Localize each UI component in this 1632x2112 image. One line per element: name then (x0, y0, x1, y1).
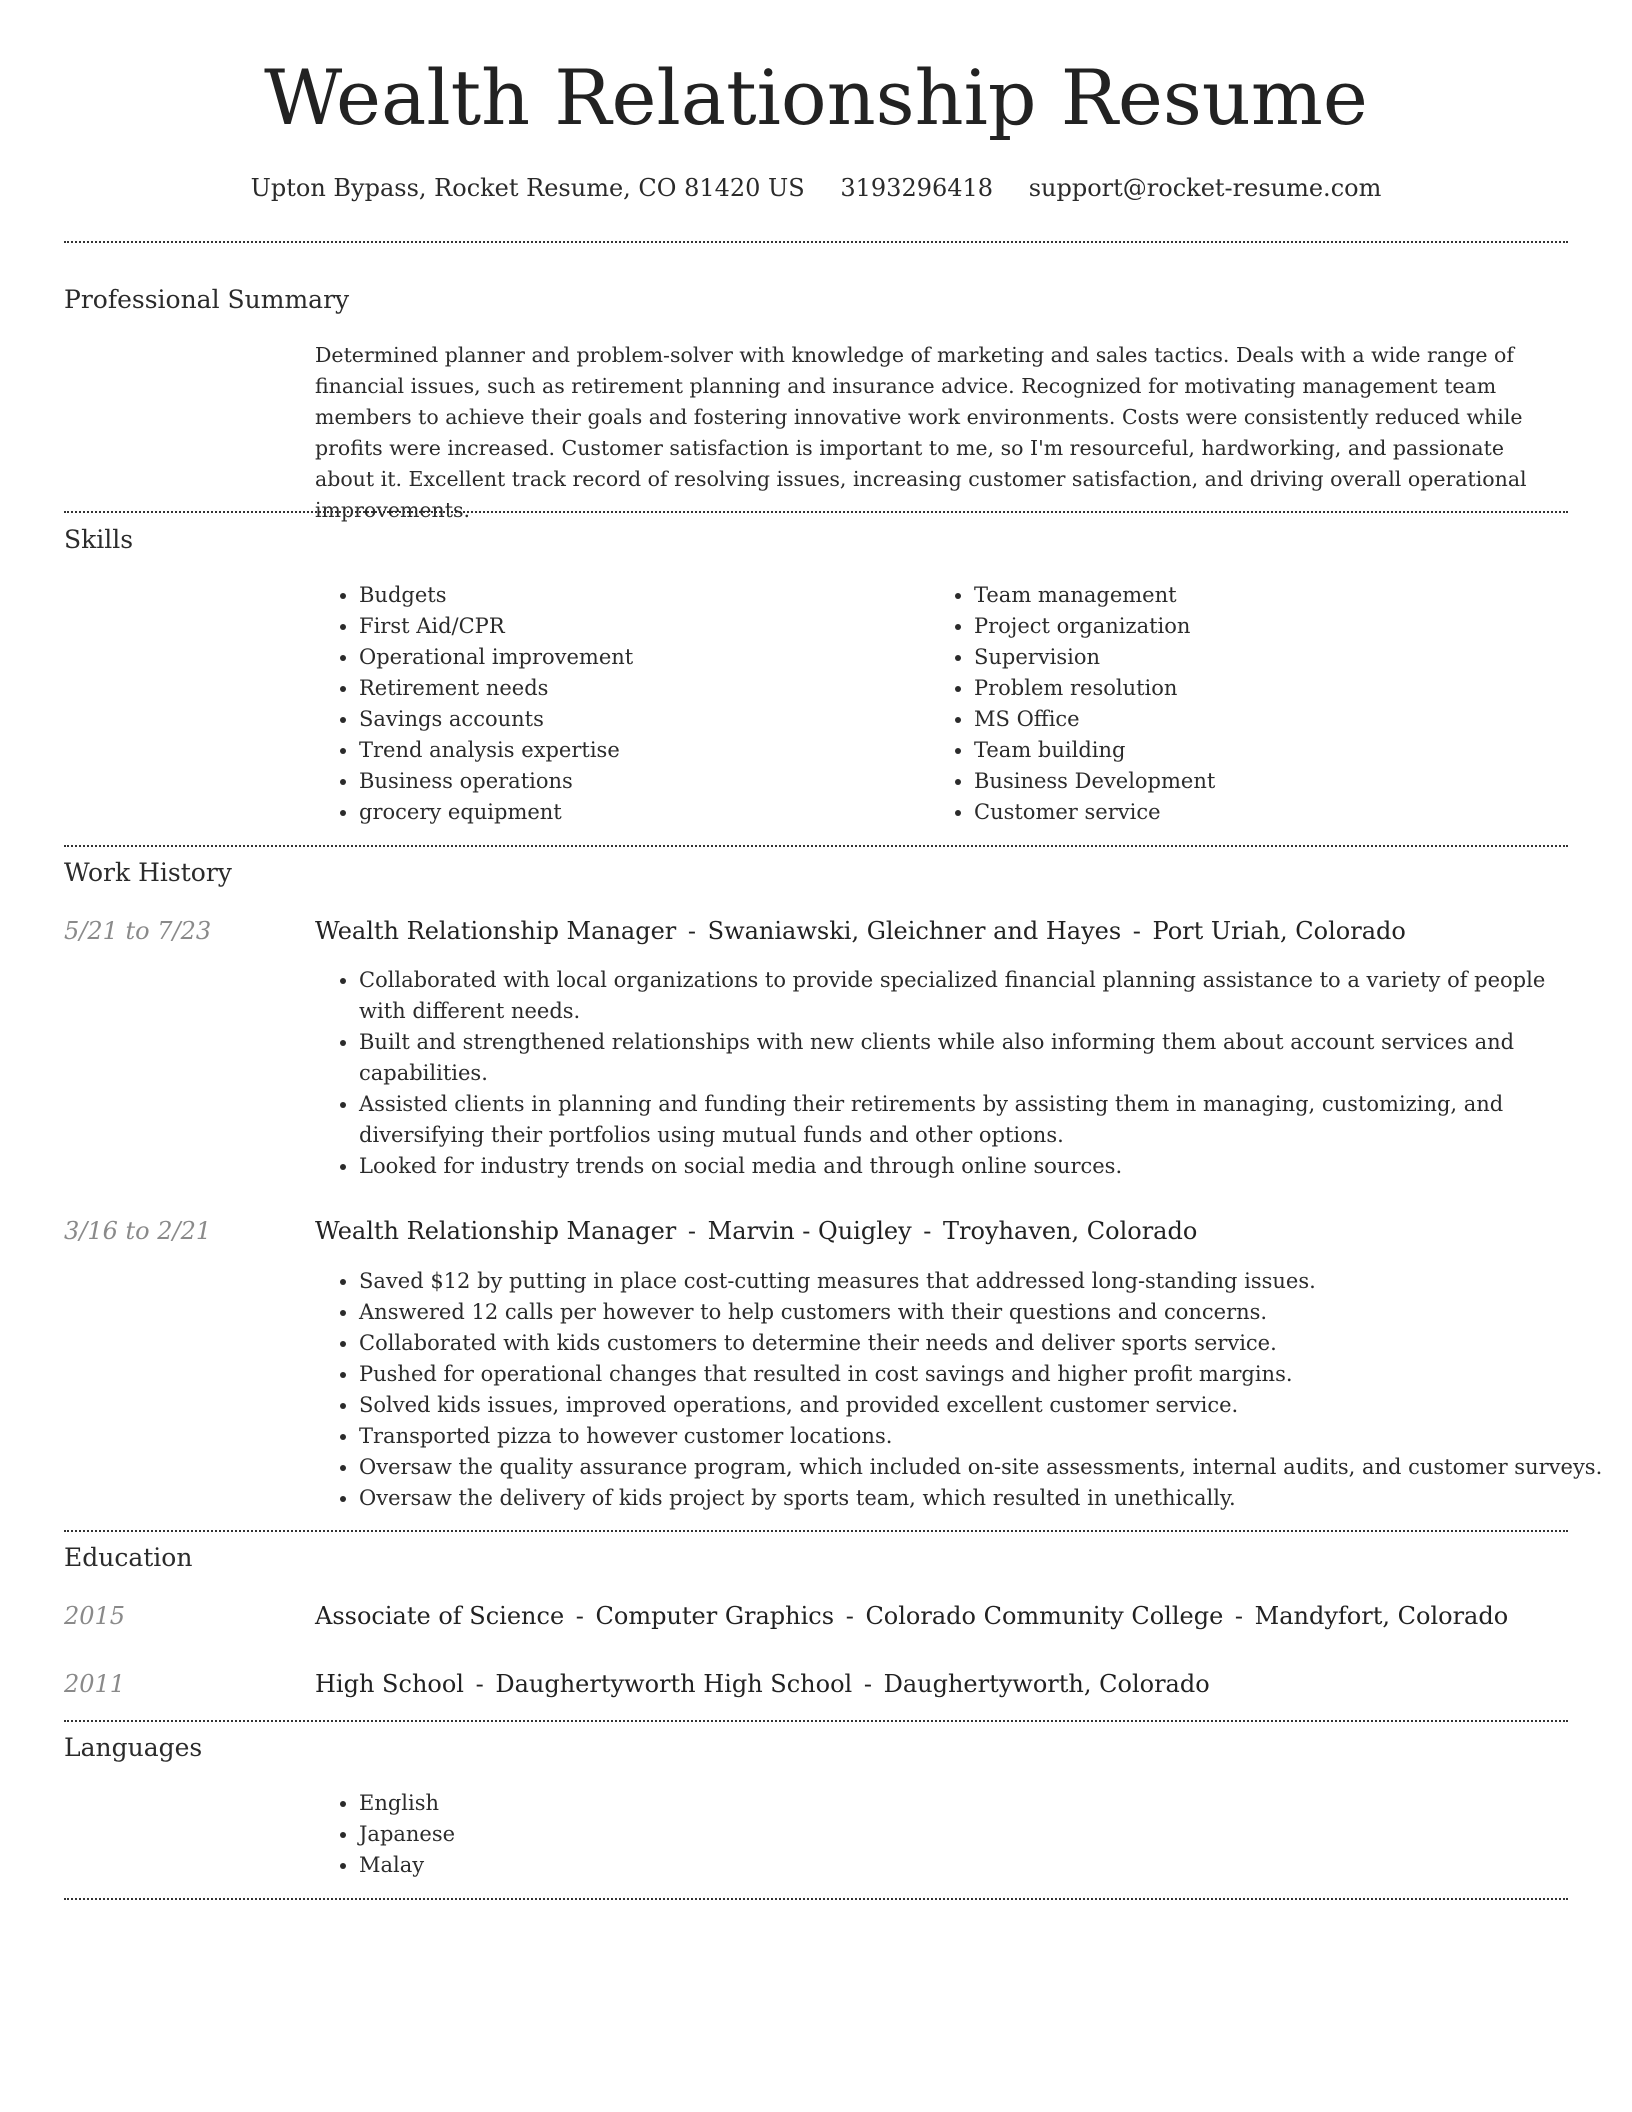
divider (64, 1898, 1568, 1900)
language-item: • English (359, 1788, 959, 1819)
job-bullet: • Pushed for operational changes that resulted in cost savings and higher profit margins. (359, 1359, 1612, 1390)
divider (64, 511, 1568, 513)
education-school: Colorado Community College (865, 1602, 1224, 1630)
page-title: Wealth Relationship Resume (264, 53, 1368, 142)
job-bullet: • Transported pizza to however customer locations. (359, 1421, 1612, 1452)
job-location: Port Uriah, Colorado (1152, 917, 1406, 945)
education-location: Mandyfort, Colorado (1254, 1602, 1509, 1630)
job-title: Wealth Relationship Manager (315, 1217, 677, 1245)
divider (64, 1530, 1568, 1532)
divider (64, 1720, 1568, 1722)
skill-item: • Budgets (359, 580, 919, 611)
education-field: Computer Graphics (595, 1602, 835, 1630)
skill-item: • Team building (974, 735, 1574, 766)
job-dates: 3/16 to 2/21 (64, 1217, 212, 1245)
job-company: Swaniawski, Gleichner and Hayes (707, 917, 1122, 945)
job-bullet: • Oversaw the quality assurance program, which included on-site assessments, internal audits, and customer surveys. (359, 1452, 1612, 1483)
section-heading-work: Work History (64, 858, 232, 887)
skill-item: • Savings accounts (359, 704, 919, 735)
skill-item: • Retirement needs (359, 673, 919, 704)
contact-email: support@rocket-resume.com (1028, 174, 1382, 202)
skill-item: • Business Development (974, 766, 1574, 797)
skill-item: • Operational improvement (359, 642, 919, 673)
skills-list-right (930, 580, 1574, 828)
job-bullet: • Built and strengthened relationships with new clients while also informing them about account services and capabilities. (359, 1027, 1568, 1089)
skills-list-left (315, 580, 919, 828)
skill-item: • MS Office (974, 704, 1574, 735)
job-bullet: • Looked for industry trends on social media and through online sources. (359, 1151, 1568, 1182)
job-location: Troyhaven, Colorado (943, 1217, 1198, 1245)
education-heading: High School - Daughertyworth High School - Daughertyworth, Colorado (315, 1670, 1210, 1698)
divider (64, 241, 1568, 243)
job-dates: 5/21 to 7/23 (64, 917, 212, 945)
job-heading: Wealth Relationship Manager - Marvin - Quigley - Troyhaven, Colorado (315, 1217, 1198, 1245)
job-bullet: • Oversaw the delivery of kids project by sports team, which resulted in unethically. (359, 1483, 1612, 1514)
skill-item: • Trend analysis expertise (359, 735, 919, 766)
skill-item: • grocery equipment (359, 797, 919, 828)
education-year: 2015 (64, 1602, 126, 1630)
education-heading: Associate of Science - Computer Graphics - Colorado Community College - Mandyfort, Colorado (315, 1602, 1509, 1630)
contact-phone: 3193296418 (840, 174, 994, 202)
job-bullet: • Collaborated with local organizations to provide specialized financial planning assistance to a variety of people with different needs. (359, 965, 1568, 1027)
section-heading-education: Education (64, 1543, 193, 1572)
skill-item: • Customer service (974, 797, 1574, 828)
education-location: Daughertyworth, Colorado (883, 1670, 1210, 1698)
skill-item: • Supervision (974, 642, 1574, 673)
education-degree: Associate of Science (315, 1602, 565, 1630)
job-bullet: • Solved kids issues, improved operations, and provided excellent customer service. (359, 1390, 1612, 1421)
language-item: • Malay (359, 1850, 959, 1881)
skill-item: • Problem resolution (974, 673, 1574, 704)
job-heading: Wealth Relationship Manager - Swaniawski, Gleichner and Hayes - Port Uriah, Colorado (315, 917, 1406, 945)
job-bullet: • Answered 12 calls per however to help customers with their questions and concerns. (359, 1297, 1612, 1328)
contact-line (64, 170, 1568, 206)
job-bullet: • Collaborated with kids customers to determine their needs and deliver sports service. (359, 1328, 1612, 1359)
languages-list (315, 1788, 959, 1881)
skill-item: • Team management (974, 580, 1574, 611)
education-degree: High School (315, 1670, 464, 1698)
job-bullets (315, 965, 1568, 1182)
skill-item: • Business operations (359, 766, 919, 797)
job-bullet: • Saved $12 by putting in place cost-cutting measures that addressed long-standing issues. (359, 1266, 1612, 1297)
job-bullets (315, 1266, 1612, 1514)
section-heading-summary: Professional Summary (64, 285, 350, 314)
section-heading-skills: Skills (64, 525, 134, 554)
contact-address: Upton Bypass, Rocket Resume, CO 81420 US (250, 174, 805, 202)
education-year: 2011 (64, 1670, 126, 1698)
skill-item: • First Aid/CPR (359, 611, 919, 642)
job-company: Marvin - Quigley (707, 1217, 912, 1245)
job-title: Wealth Relationship Manager (315, 917, 677, 945)
section-heading-languages: Languages (64, 1733, 203, 1762)
skill-item: • Project organization (974, 611, 1574, 642)
divider (64, 845, 1568, 847)
summary-text: Determined planner and problem-solver with knowledge of marketing and sales tactics. Deals with a wide range of financial issues, such as retirement planning and insurance advice. Recognized for motivating management team members to achieve their goals and fostering innovative work environments. Costs were consistently reduced while profits were increased. Customer satisfaction is important to me, so I'm resourceful, hardworking, and passionate about it. Excellent track record of resolving issues, increasing customer satisfaction, and driving overall operational improvements. (315, 343, 1527, 522)
job-bullet: • Assisted clients in planning and funding their retirements by assisting them in managing, customizing, and diversifying their portfolios using mutual funds and other options. (359, 1089, 1568, 1151)
language-item: • Japanese (359, 1819, 959, 1850)
education-school: Daughertyworth High School (495, 1670, 853, 1698)
